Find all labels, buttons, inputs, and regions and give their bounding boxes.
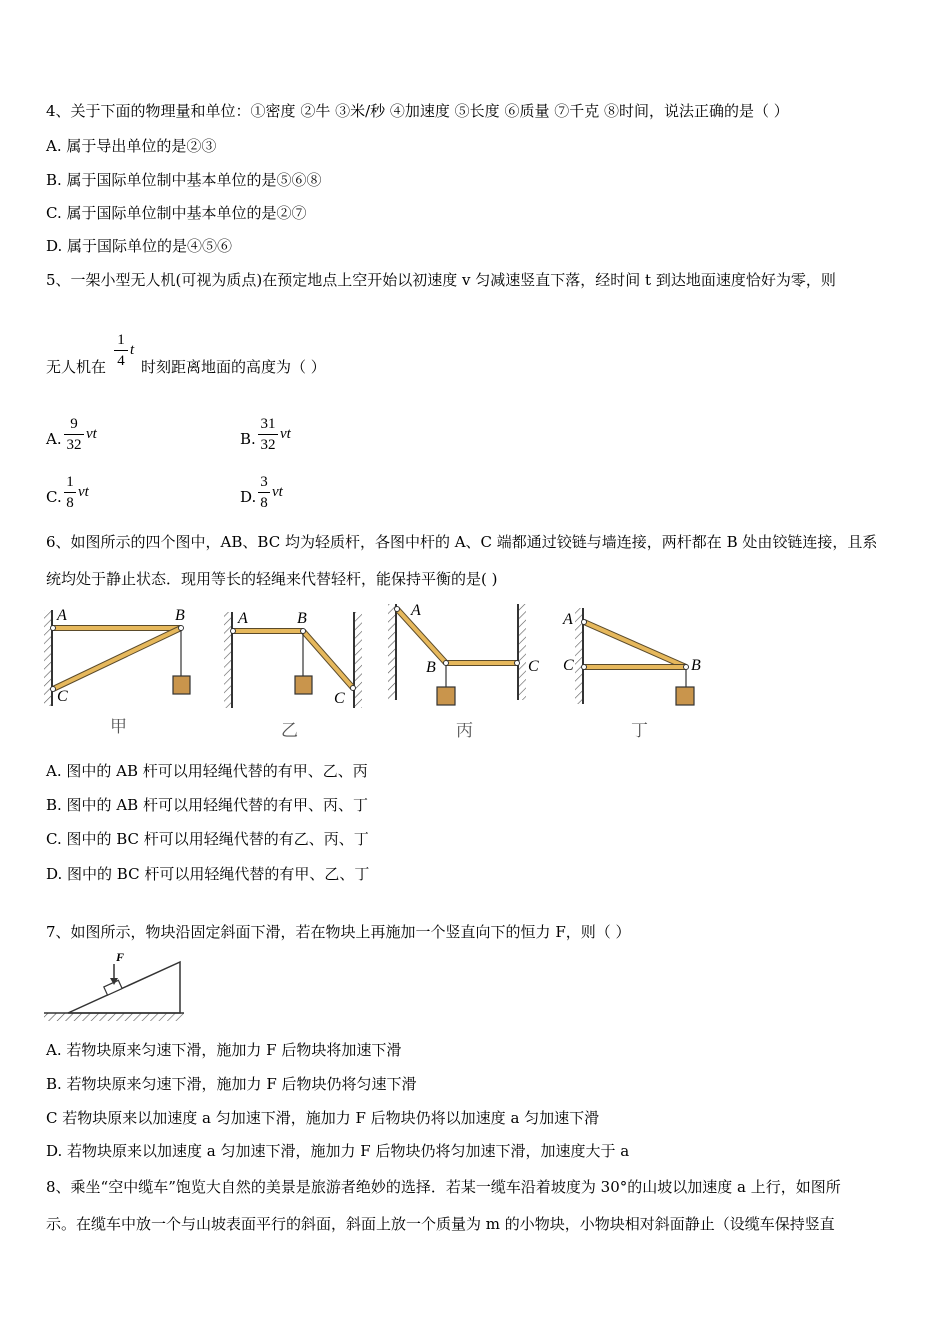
caption-jia: 甲 bbox=[110, 717, 127, 737]
hinge-b bbox=[301, 629, 306, 634]
label-a: A bbox=[57, 607, 67, 624]
q5-stem-line2-post: 时刻距离地面的高度为（ ） bbox=[141, 358, 326, 376]
fraction-numerator: 31 bbox=[260, 416, 276, 432]
q4-option-d: D. 属于国际单位的是④⑤⑥ bbox=[46, 237, 233, 255]
hanging-block bbox=[295, 676, 312, 694]
rod-bc bbox=[53, 628, 181, 689]
caption-yi: 乙 bbox=[281, 721, 298, 741]
rod-ab bbox=[584, 622, 686, 667]
q8-stem-line2: 示。在缆车中放一个与山坡表面平行的斜面，斜面上放一个质量为 m 的小物块，小物块相对斜面静止（设缆车保持竖直 bbox=[46, 1215, 835, 1233]
hinge-a bbox=[51, 626, 56, 631]
q7-option-b: B. 若物块原来匀速下滑，施加力 F 后物块仍将匀速下滑 bbox=[46, 1075, 417, 1093]
q6-option-d: D. 图中的 BC 杆可以用轻绳代替的有甲、乙、丁 bbox=[46, 865, 370, 883]
q6-option-b: B. 图中的 AB 杆可以用轻绳代替的有甲、丙、丁 bbox=[46, 796, 368, 814]
fraction-denominator: 4 bbox=[117, 353, 125, 369]
q5-option-a-var: vt bbox=[86, 426, 97, 442]
fraction-numerator: 1 bbox=[66, 474, 74, 490]
hinge-a bbox=[395, 607, 400, 612]
hanging-block bbox=[676, 687, 694, 705]
hinge-c bbox=[351, 686, 356, 691]
q4-option-a: A. 属于导出单位的是②③ bbox=[46, 137, 217, 155]
q5-option-d-label: D. bbox=[240, 488, 257, 506]
q5-time-variable: t bbox=[130, 342, 135, 358]
label-a: A bbox=[238, 610, 248, 627]
fraction-denominator: 8 bbox=[260, 495, 268, 511]
ground-hatch bbox=[44, 1013, 184, 1021]
fraction-numerator: 9 bbox=[70, 416, 78, 432]
q8-stem-line1: 8、乘坐“空中缆车”饱览大自然的美景是旅游者绝妙的选择．若某一缆车沿着坡度为 30°的山坡以加速度 a 上行，如图所 bbox=[46, 1178, 841, 1196]
q5-option-b-var: vt bbox=[280, 426, 291, 442]
q4-stem: 4、关于下面的物理量和单位：①密度 ②牛 ③米/秒 ④加速度 ⑤长度 ⑥质量 ⑦千克 ⑧时间，说法正确的是（ ） bbox=[46, 102, 789, 120]
fraction-numerator: 1 bbox=[117, 332, 125, 348]
force-label: F bbox=[116, 950, 125, 964]
hinge-a bbox=[582, 620, 587, 625]
label-c: C bbox=[334, 690, 345, 707]
q4-option-b: B. 属于国际单位制中基本单位的是⑤⑥⑧ bbox=[46, 171, 322, 189]
fraction-denominator: 8 bbox=[66, 495, 74, 511]
q5-option-b-label: B. bbox=[240, 430, 256, 448]
q6-stem-line2: 统均处于静止状态．现用等长的轻绳来代替轻杆，能保持平衡的是( ) bbox=[46, 570, 498, 588]
q5-stem-line1: 5、一架小型无人机(可视为质点)在预定地点上空开始以初速度 v 匀减速竖直下落，经时间 t 到达地面速度恰好为零，则 bbox=[46, 271, 836, 289]
wall-hatch-right bbox=[354, 612, 362, 708]
figure-bing bbox=[388, 604, 526, 705]
wall-hatch-left bbox=[224, 612, 232, 708]
caption-ding: 丁 bbox=[631, 721, 648, 741]
label-a: A bbox=[563, 611, 573, 628]
q5-stem-line2-pre: 无人机在 bbox=[46, 358, 107, 376]
q6-stem-line1: 6、如图所示的四个图中，AB、BC 均为轻质杆，各图中杆的 A、C 端都通过铰链与墙连接，两杆都在 B 处由铰链连接，且系 bbox=[46, 533, 878, 551]
hinge-c bbox=[582, 665, 587, 670]
label-b: B bbox=[297, 610, 307, 627]
q6-option-a: A. 图中的 AB 杆可以用轻绳代替的有甲、乙、丙 bbox=[46, 762, 368, 780]
q7-incline-figure bbox=[44, 962, 184, 1021]
wall-hatch-right bbox=[518, 604, 526, 700]
figure-ding bbox=[575, 608, 694, 705]
label-b: B bbox=[426, 659, 436, 676]
hanging-block bbox=[437, 687, 455, 705]
wall-hatch-left bbox=[388, 604, 396, 700]
q5-option-a-label: A. bbox=[46, 430, 62, 448]
q6-option-c: C. 图中的 BC 杆可以用轻绳代替的有乙、丙、丁 bbox=[46, 830, 369, 848]
label-a: A bbox=[411, 602, 421, 619]
hinge-b bbox=[179, 626, 184, 631]
fraction-numerator: 3 bbox=[260, 474, 268, 490]
q7-option-c: C 若物块原来以加速度 a 匀加速下滑，施加力 F 后物块仍将以加速度 a 匀加速下滑 bbox=[46, 1109, 600, 1127]
label-c: C bbox=[57, 688, 68, 705]
q7-stem: 7、如图所示，物块沿固定斜面下滑，若在物块上再施加一个竖直向下的恒力 F，则（ ） bbox=[46, 923, 631, 941]
q4-option-c: C. 属于国际单位制中基本单位的是②⑦ bbox=[46, 204, 307, 222]
hinge-b bbox=[444, 661, 449, 666]
label-b: B bbox=[691, 657, 701, 674]
hinge-a bbox=[231, 629, 236, 634]
label-c: C bbox=[563, 657, 574, 674]
hinge-c bbox=[515, 661, 520, 666]
label-c: C bbox=[528, 658, 539, 675]
hinge-b bbox=[684, 665, 689, 670]
q5-option-c-var: vt bbox=[78, 484, 89, 500]
q7-option-a: A. 若物块原来匀速下滑，施加力 F 后物块将加速下滑 bbox=[46, 1041, 402, 1059]
label-b: B bbox=[175, 607, 185, 624]
fraction-denominator: 32 bbox=[66, 437, 82, 453]
rod-ab bbox=[397, 609, 446, 663]
caption-bing: 丙 bbox=[456, 721, 473, 741]
incline bbox=[68, 962, 180, 1013]
q5-option-d-var: vt bbox=[272, 484, 283, 500]
q7-option-d: D. 若物块原来以加速度 a 匀加速下滑，施加力 F 后物块仍将匀加速下滑，加速度大于 a bbox=[46, 1142, 630, 1160]
hinge-c bbox=[51, 687, 56, 692]
hanging-block bbox=[173, 676, 190, 694]
wall-hatch bbox=[44, 610, 52, 706]
q5-option-c-label: C. bbox=[46, 488, 62, 506]
fraction-denominator: 32 bbox=[260, 437, 276, 453]
